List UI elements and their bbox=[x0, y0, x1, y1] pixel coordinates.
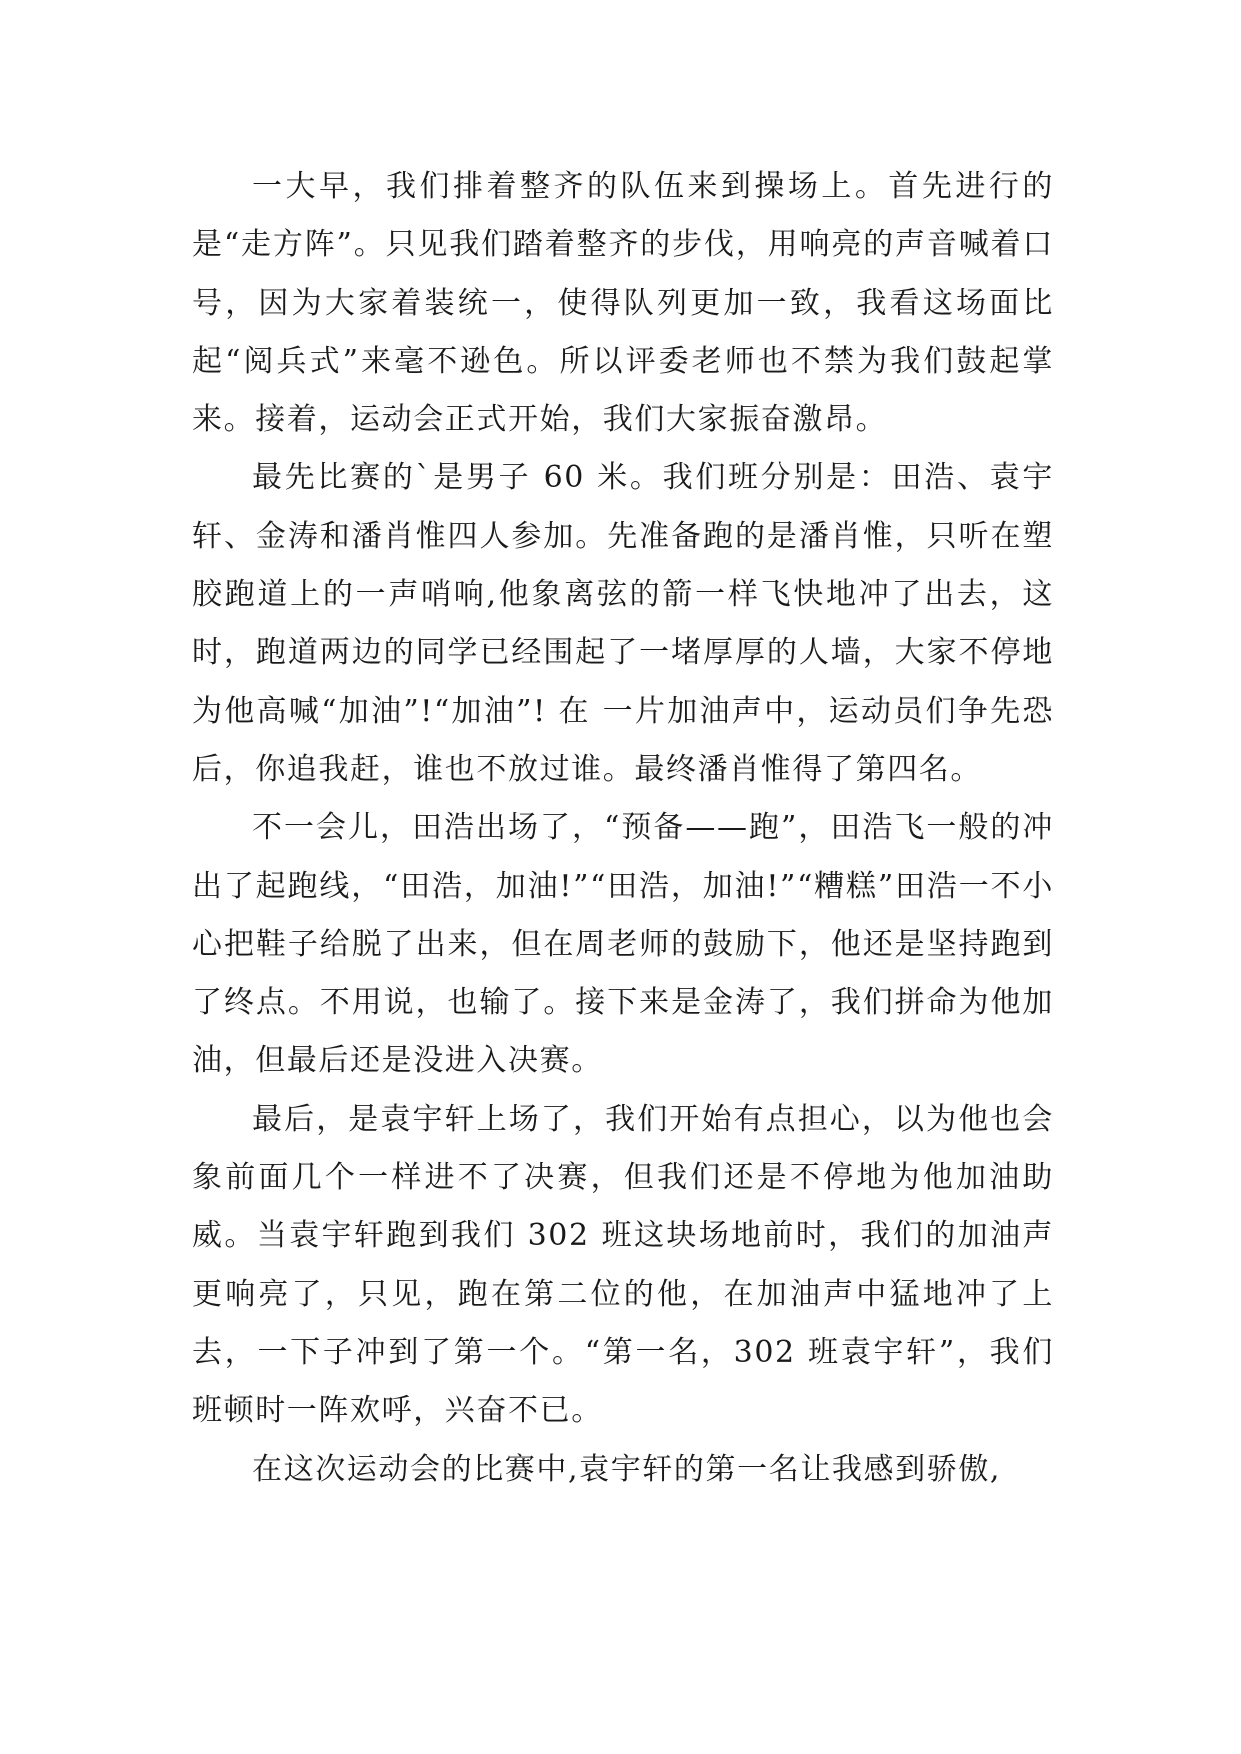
document-body bbox=[192, 158, 1054, 1499]
paragraph-men-60m: 最先比赛的`是男子 60 米。我们班分别是：田浩、袁宇轩、金涛和潘肖惟四人参加。先准备跑的是潘肖惟，只听在塑胶跑道上的一声哨响,他象离弦的箭一样飞快地冲了出去，这时，跑道两边的同学已经围起了一堵厚厚的人墙，大家不停地为他高喊“加油”!“加油”! 在 一片加油声中，运动员们争先恐后，你追我赶，谁也不放过谁。最终潘肖惟得了第四名。 bbox=[192, 460, 1054, 787]
paragraph-conclusion: 在这次运动会的比赛中,袁宇轩的第一名让我感到骄傲, bbox=[252, 1451, 1002, 1487]
paragraph-opening-ceremony: 一大早，我们排着整齐的队伍来到操场上。首先进行的是“走方阵”。只见我们踏着整齐的步伐，用响亮的声音喊着口号，因为大家着装统一，使得队列更加一致，我看这场面比起“阅兵式”来毫不逊色。所以评委老师也不禁为我们鼓起掌来。接着，运动会正式开始，我们大家振奋激昂。 bbox=[192, 169, 1054, 438]
paragraph-tian-hao: 不一会儿，田浩出场了，“预备——跑”，田浩飞一般的冲出了起跑线，“田浩，加油!”“田浩，加油!”“糟糕”田浩一不小心把鞋子给脱了出来，但在周老师的鼓励下，他还是坚持跑到了终点。不用说，也输了。接下来是金涛了，我们拼命为他加油，但最后还是没进入决赛。 bbox=[192, 810, 1054, 1079]
paragraph-yuan-yuxuan: 最后，是袁宇轩上场了，我们开始有点担心，以为他也会象前面几个一样进不了决赛，但我们还是不停地为他加油助威。当袁宇轩跑到我们 302 班这块场地前时，我们的加油声更响亮了，只见，跑在第二位的他，在加油声中猛地冲了上去，一下子冲到了第一个。“第一名，302 班袁宇轩”，我们班顿时一阵欢呼，兴奋不已。 bbox=[192, 1101, 1054, 1429]
